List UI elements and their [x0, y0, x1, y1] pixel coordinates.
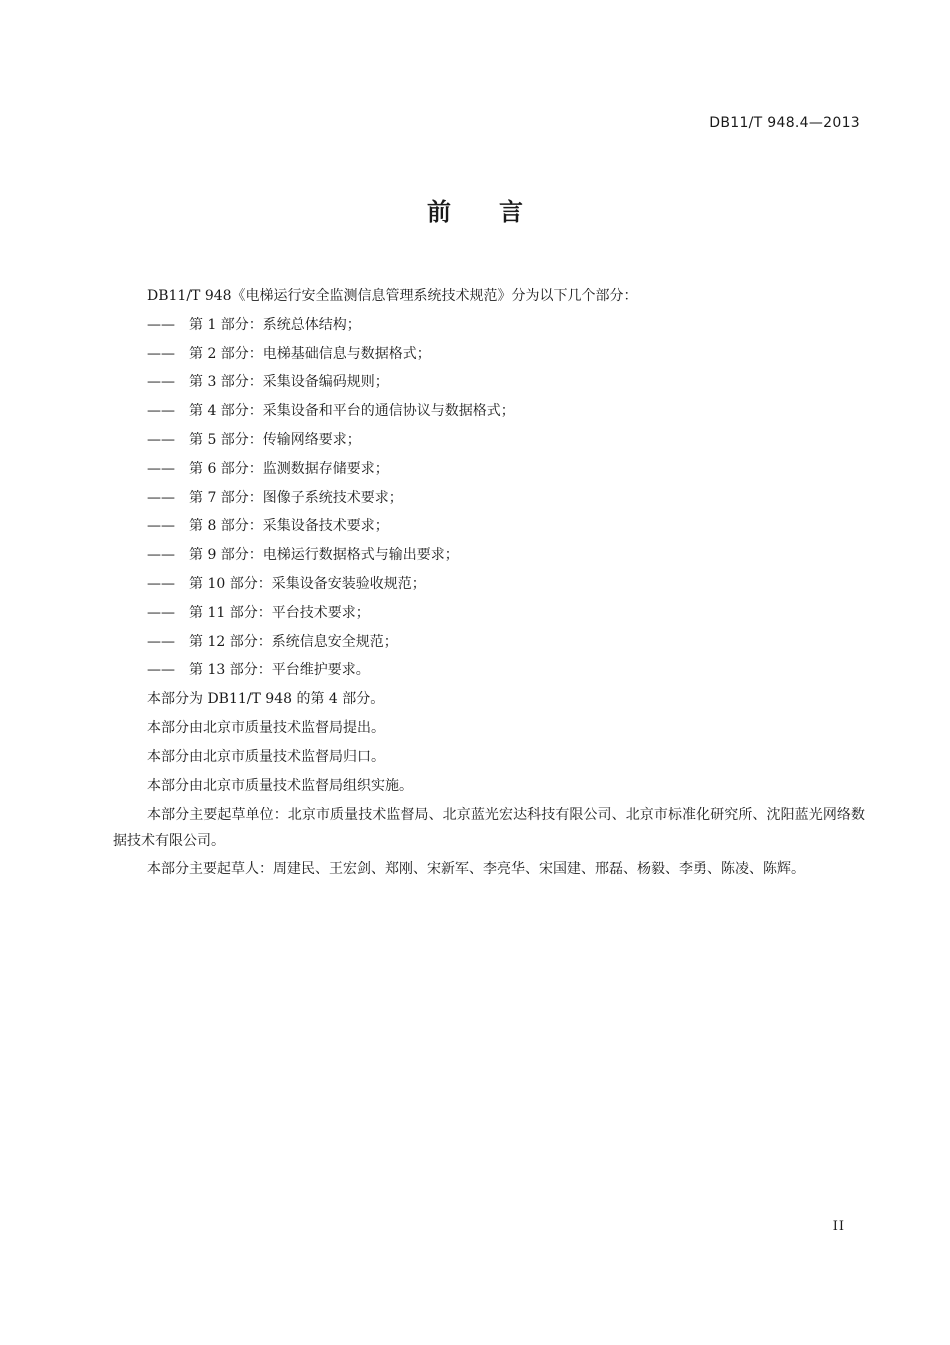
- statement-proposed-by: 本部分由北京市质量技术监督局提出。: [147, 719, 385, 736]
- list-item-text: 第 11 部分：平台技术要求；: [189, 604, 370, 621]
- list-item: [113, 397, 865, 426]
- list-item: [113, 368, 865, 397]
- document-code: DB11/T 948.4—2013: [709, 115, 860, 131]
- list-item: [113, 512, 865, 541]
- list-dash: ——: [147, 547, 175, 564]
- list-dash: ——: [147, 489, 175, 506]
- list-item-text: 第 9 部分：电梯运行数据格式与输出要求；: [189, 547, 459, 564]
- intro-paragraph: DB11/T 948《电梯运行安全监测信息管理系统技术规范》分为以下几个部分：: [147, 288, 638, 304]
- list-item: [113, 656, 865, 685]
- list-item-text: 第 7 部分：图像子系统技术要求；: [189, 489, 403, 506]
- list-item-text: 第 5 部分：传输网络要求；: [189, 431, 361, 448]
- list-item-text: 第 2 部分：电梯基础信息与数据格式；: [189, 345, 431, 362]
- list-item-text: 第 10 部分：采集设备安装验收规范；: [189, 575, 426, 592]
- list-item: [113, 455, 865, 484]
- list-item: [113, 340, 865, 369]
- parts-list: [113, 311, 865, 685]
- statement-implemented-by: 本部分由北京市质量技术监督局组织实施。: [147, 777, 413, 794]
- list-item-text: 第 12 部分：系统信息安全规范；: [189, 633, 398, 650]
- list-dash: ——: [147, 403, 175, 420]
- drafting-units-paragraph: 本部分主要起草单位：北京市质量技术监督局、北京蓝光宏达科技有限公司、北京市标准化研究所、沈阳蓝光网络数据技术有限公司。: [113, 807, 865, 850]
- list-dash: ——: [147, 633, 175, 650]
- list-dash: ——: [147, 662, 175, 679]
- foreword-body: [113, 282, 865, 882]
- statement-part-number: 本部分为 DB11/T 948 的第 4 部分。: [147, 691, 385, 708]
- page-number: II: [832, 1219, 845, 1234]
- list-dash: ——: [147, 431, 175, 448]
- list-item: [113, 628, 865, 657]
- list-item: [113, 484, 865, 513]
- list-item-text: 第 13 部分：平台维护要求。: [189, 662, 370, 679]
- list-dash: ——: [147, 316, 175, 333]
- list-dash: ——: [147, 345, 175, 362]
- statement-centralized-by: 本部分由北京市质量技术监督局归口。: [147, 748, 385, 765]
- drafters-paragraph: 本部分主要起草人：周建民、王宏剑、郑刚、宋新军、李亮华、宋国建、邢磊、杨毅、李勇、陈凌、陈辉。: [147, 861, 805, 878]
- list-dash: ——: [147, 575, 175, 592]
- list-item: [113, 311, 865, 340]
- list-item: [113, 570, 865, 599]
- list-item-text: 第 1 部分：系统总体结构；: [189, 316, 361, 333]
- list-item-text: 第 8 部分：采集设备技术要求；: [189, 518, 389, 535]
- list-item-text: 第 6 部分：监测数据存储要求；: [189, 460, 389, 477]
- list-item: [113, 426, 865, 455]
- list-item-text: 第 3 部分：采集设备编码规则；: [189, 374, 389, 391]
- list-dash: ——: [147, 518, 175, 535]
- list-dash: ——: [147, 374, 175, 391]
- page-title: 前言: [427, 198, 571, 226]
- list-dash: ——: [147, 460, 175, 477]
- list-item: [113, 599, 865, 628]
- list-dash: ——: [147, 604, 175, 621]
- list-item: [113, 541, 865, 570]
- list-item-text: 第 4 部分：采集设备和平台的通信协议与数据格式；: [189, 403, 515, 420]
